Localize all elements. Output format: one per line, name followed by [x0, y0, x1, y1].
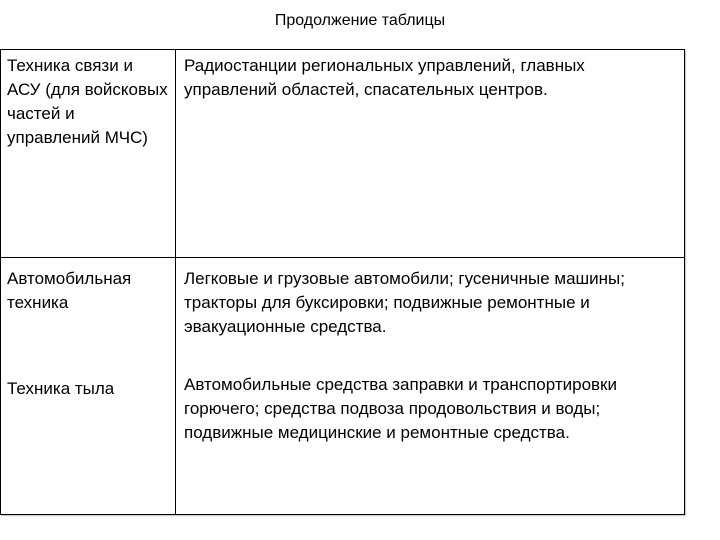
- column-divider: [175, 50, 176, 514]
- row-divider: [1, 257, 684, 258]
- table-cell-description: Легковые и грузовые автомобили; гусеничные машины; тракторы для буксировки; подвижные ремонтные и эвакуационные средства.: [184, 269, 625, 336]
- table-caption: Продолжение таблицы: [274, 12, 446, 29]
- equipment-table: [0, 49, 685, 515]
- table-cell-category: Техника связи и АСУ (для войсковых частей и управлений МЧС): [7, 56, 168, 147]
- table-cell-category: Техника тыла: [7, 379, 115, 398]
- table-cell-description: Автомобильные средства заправки и транспортировки горючего; средства подвоза продовольствия и воды; подвижные медицинские и ремонтные средства.: [184, 375, 617, 442]
- table-cell-description: Радиостанции региональных управлений, главных управлений областей, спасательных центров.: [184, 56, 585, 99]
- table-cell-category: Автомобильная техника: [7, 269, 132, 312]
